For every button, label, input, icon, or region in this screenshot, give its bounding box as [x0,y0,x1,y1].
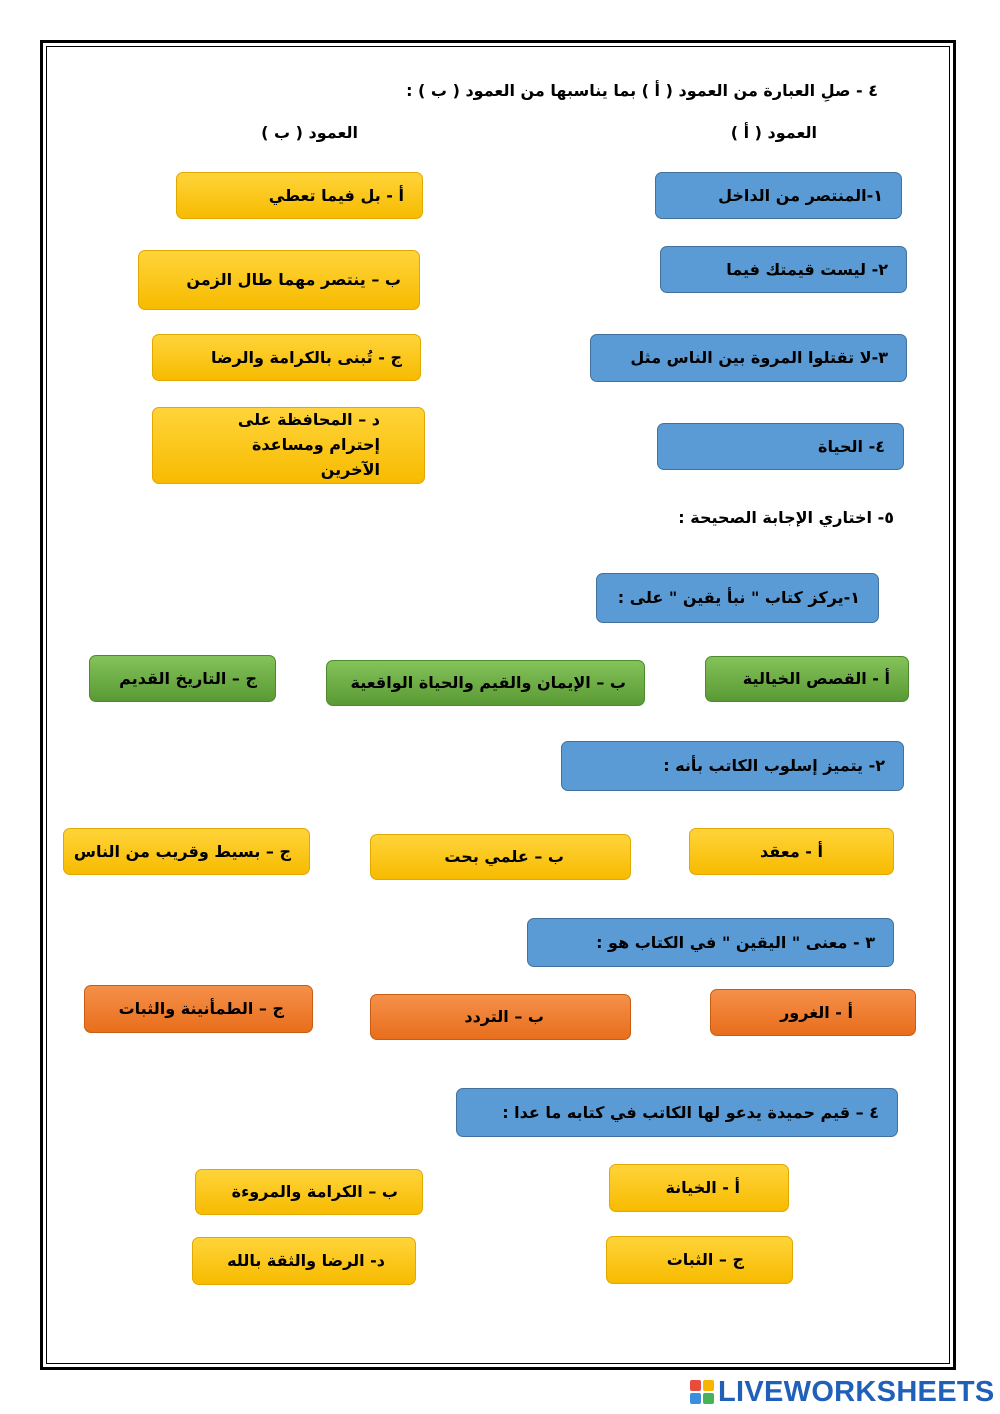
q5-1-option-c[interactable]: ج – التاريخ القديم [89,655,276,702]
liveworksheets-logo [690,1376,995,1408]
column-b-item-d[interactable]: د – المحافظة على إحترام ومساعدة الآخرين [152,407,425,484]
q5-2-option-c[interactable]: ج – بسيط وقريب من الناس [63,828,310,875]
q5-1-option-b[interactable]: ب – الإيمان والقيم والحياة الواقعية [326,660,645,706]
q5-2-option-b[interactable]: ب – علمي بحت [370,834,631,880]
q5-3-option-b[interactable]: ب – التردد [370,994,631,1040]
column-b-item-c[interactable]: ج - تُبنى بالكرامة والرضا [152,334,421,381]
q5-title: ٥- اختاري الإجابة الصحيحة : [678,508,894,527]
q5-4-option-d[interactable]: د- الرضا والثقة بالله [192,1237,416,1285]
column-b-item-b[interactable]: ب – ينتصر مهما طال الزمن [138,250,420,310]
q5-3-option-a[interactable]: أ - الغرور [710,989,916,1036]
brand-name: LIVEWORKSHEETS [718,1375,995,1408]
column-b-header: العمود ( ب ) [261,123,358,142]
column-a-item-4[interactable]: ٤- الحياة [657,423,904,470]
q5-4-option-c[interactable]: ج – الثبات [606,1236,793,1284]
q5-question-4: ٤ – قيم حميدة يدعو لها الكاتب في كتابه ما عدا : [456,1088,898,1137]
q5-1-option-a[interactable]: أ - القصص الخيالية [705,656,909,702]
column-a-item-3[interactable]: ٣-لا تقتلوا المروة بين الناس مثل [590,334,907,382]
column-a-header: العمود ( أ ) [730,123,817,142]
q5-4-option-b[interactable]: ب – الكرامة والمروءة [195,1169,423,1215]
column-a-item-1[interactable]: ١-المنتصر من الداخل [655,172,902,219]
q4-title: ٤ - صلِ العبارة من العمود ( أ ) بما يناسبها من العمود ( ب ) : [406,81,878,100]
liveworksheets-icon [690,1380,714,1404]
column-b-item-a[interactable]: أ - بل فيما تعطي [176,172,423,219]
q5-question-1: ١-يركز كتاب " نبأ يقين " على : [596,573,879,623]
q5-2-option-a[interactable]: أ - معقد [689,828,894,875]
q5-question-2: ٢- يتميز إسلوب الكاتب بأنه : [561,741,904,791]
q5-question-3: ٣ - معنى " اليقين " في الكتاب هو : [527,918,894,967]
q5-4-option-a[interactable]: أ - الخيانة [609,1164,789,1212]
column-a-item-2[interactable]: ٢- ليست قيمتك فيما [660,246,907,293]
q5-3-option-c[interactable]: ج – الطمأنينة والثبات [84,985,313,1033]
